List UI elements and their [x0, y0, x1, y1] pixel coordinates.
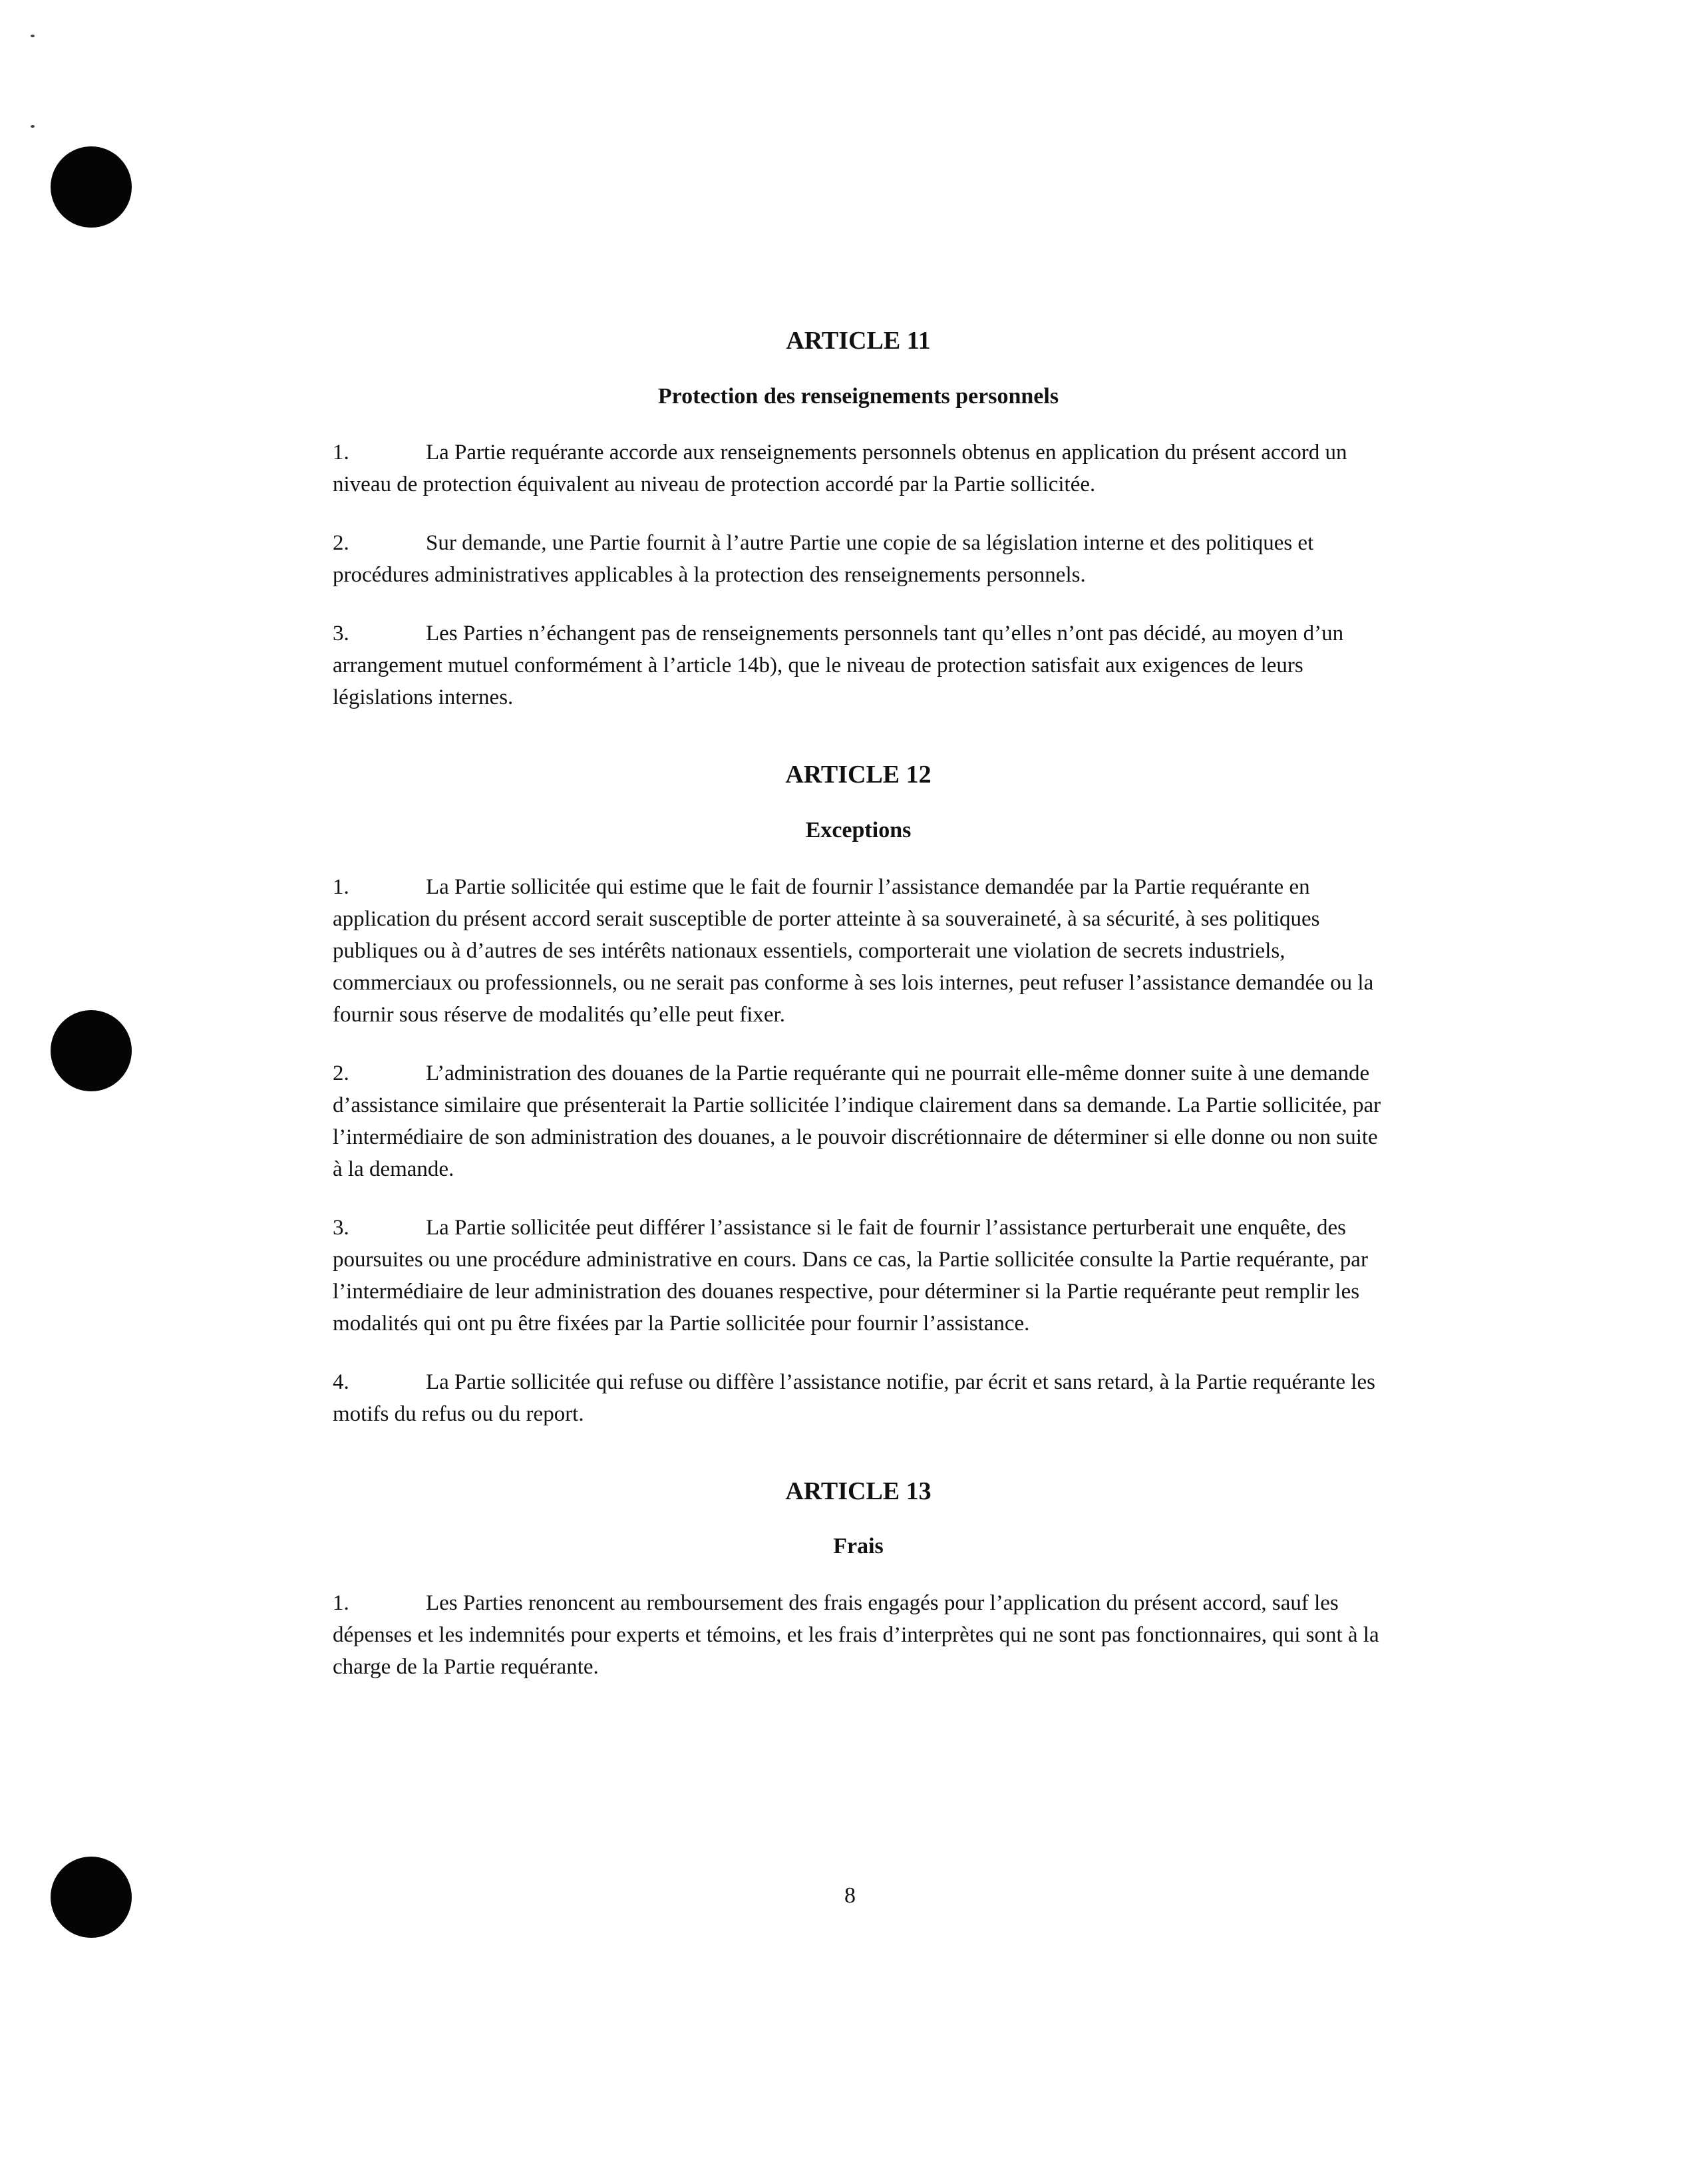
- paragraph-text: Sur demande, une Partie fournit à l’autre Partie une copie de sa législation interne et des politiques et procédures administratives applicables à la protection des renseignements personnels.: [333, 531, 1314, 588]
- scan-speck: [31, 125, 35, 128]
- paragraph-number: 3.: [333, 1215, 349, 1240]
- paragraph-number: 1.: [333, 874, 349, 899]
- paragraph-number: 4.: [333, 1369, 349, 1394]
- article-heading: ARTICLE 13: [785, 1477, 932, 1505]
- paragraph-number: 1.: [333, 1591, 349, 1616]
- paragraph: [333, 527, 1384, 591]
- paragraph: [333, 871, 1384, 1031]
- paragraph-text: L’administration des douanes de la Partie requérante qui ne pourrait elle-même donner suite à une demande d’assistance similaire que présenterait la Partie sollicitée l’indique clairement dans sa demande. La Partie sollicitée, par l’intermédiaire de son administration des douanes, a le pouvoir discrétionnaire de déterminer si elle donne ou non suite à la demande.: [333, 1061, 1381, 1181]
- article-subheading: Exceptions: [805, 817, 912, 842]
- article-11: [333, 326, 1384, 713]
- article-12: [333, 760, 1384, 1429]
- paragraph-number: 2.: [333, 531, 349, 556]
- article-heading: ARTICLE 11: [786, 327, 931, 355]
- paragraph-text: La Partie requérante accorde aux renseignements personnels obtenus en application du présent accord un niveau de protection équivalent au niveau de protection accordé par la Partie sollicitée.: [333, 441, 1347, 497]
- paragraph-number: 1.: [333, 441, 349, 465]
- paragraph-text: La Partie sollicitée qui refuse ou diffère l’assistance notifie, par écrit et sans retard, à la Partie requérante les motifs du refus ou du report.: [333, 1369, 1375, 1426]
- paragraph-text: Les Parties renoncent au remboursement des frais engagés pour l’application du présent accord, sauf les dépenses et les indemnités pour experts et témoins, et les frais d’interprètes qui ne sont pas fonctionnaires, qui sont à la charge de la Partie requérante.: [333, 1591, 1379, 1680]
- paragraph: [333, 1366, 1384, 1430]
- paragraph: [333, 1587, 1384, 1683]
- paragraph-text: La Partie sollicitée peut différer l’assistance si le fait de fournir l’assistance perturberait une enquête, des poursuites ou une procédure administrative en cours. Dans ce cas, la Partie sollicitée consulte la Partie requérante, par l’intermédiaire de leur administration des douanes respective, pour déterminer si la Partie requérante peut remplir les modalités qui ont pu être fixées par la Partie sollicitée pour fournir l’assistance.: [333, 1215, 1368, 1336]
- paragraph: [333, 1212, 1384, 1340]
- article-heading: ARTICLE 12: [785, 761, 932, 789]
- punch-hole-top: [51, 146, 132, 228]
- paragraph: [333, 1057, 1384, 1185]
- article-13: [333, 1477, 1384, 1683]
- paragraph-number: 2.: [333, 1061, 349, 1085]
- paragraph: [333, 618, 1384, 713]
- document-body: [333, 326, 1384, 1729]
- paragraph-number: 3.: [333, 622, 349, 646]
- article-subheading: Frais: [833, 1534, 884, 1559]
- page-number: 8: [844, 1883, 856, 1908]
- paragraph: [333, 437, 1384, 500]
- paragraph-text: Les Parties n’échangent pas de renseignements personnels tant qu’elles n’ont pas décidé, au moyen d’un arrangement mutuel conformément à l’article 14b), que le niveau de protection satisfait aux exigences de leurs législations internes.: [333, 622, 1344, 710]
- article-subheading: Protection des renseignements personnels: [657, 383, 1059, 409]
- paragraph-text: La Partie sollicitée qui estime que le fait de fournir l’assistance demandée par la Partie requérante en application du présent accord serait susceptible de porter atteinte à sa souveraineté, à sa sécurité, à ses politiques publiques ou à d’autres de ses intérêts nationaux essentiels, comporterait une violation de secrets industriels, commerciaux ou professionnels, ou ne serait pas conforme à ses lois internes, peut refuser l’assistance demandée ou la fournir sous réserve de modalités qu’elle peut fixer.: [333, 874, 1374, 1027]
- scan-speck: [31, 35, 35, 37]
- punch-hole-middle: [51, 1010, 132, 1091]
